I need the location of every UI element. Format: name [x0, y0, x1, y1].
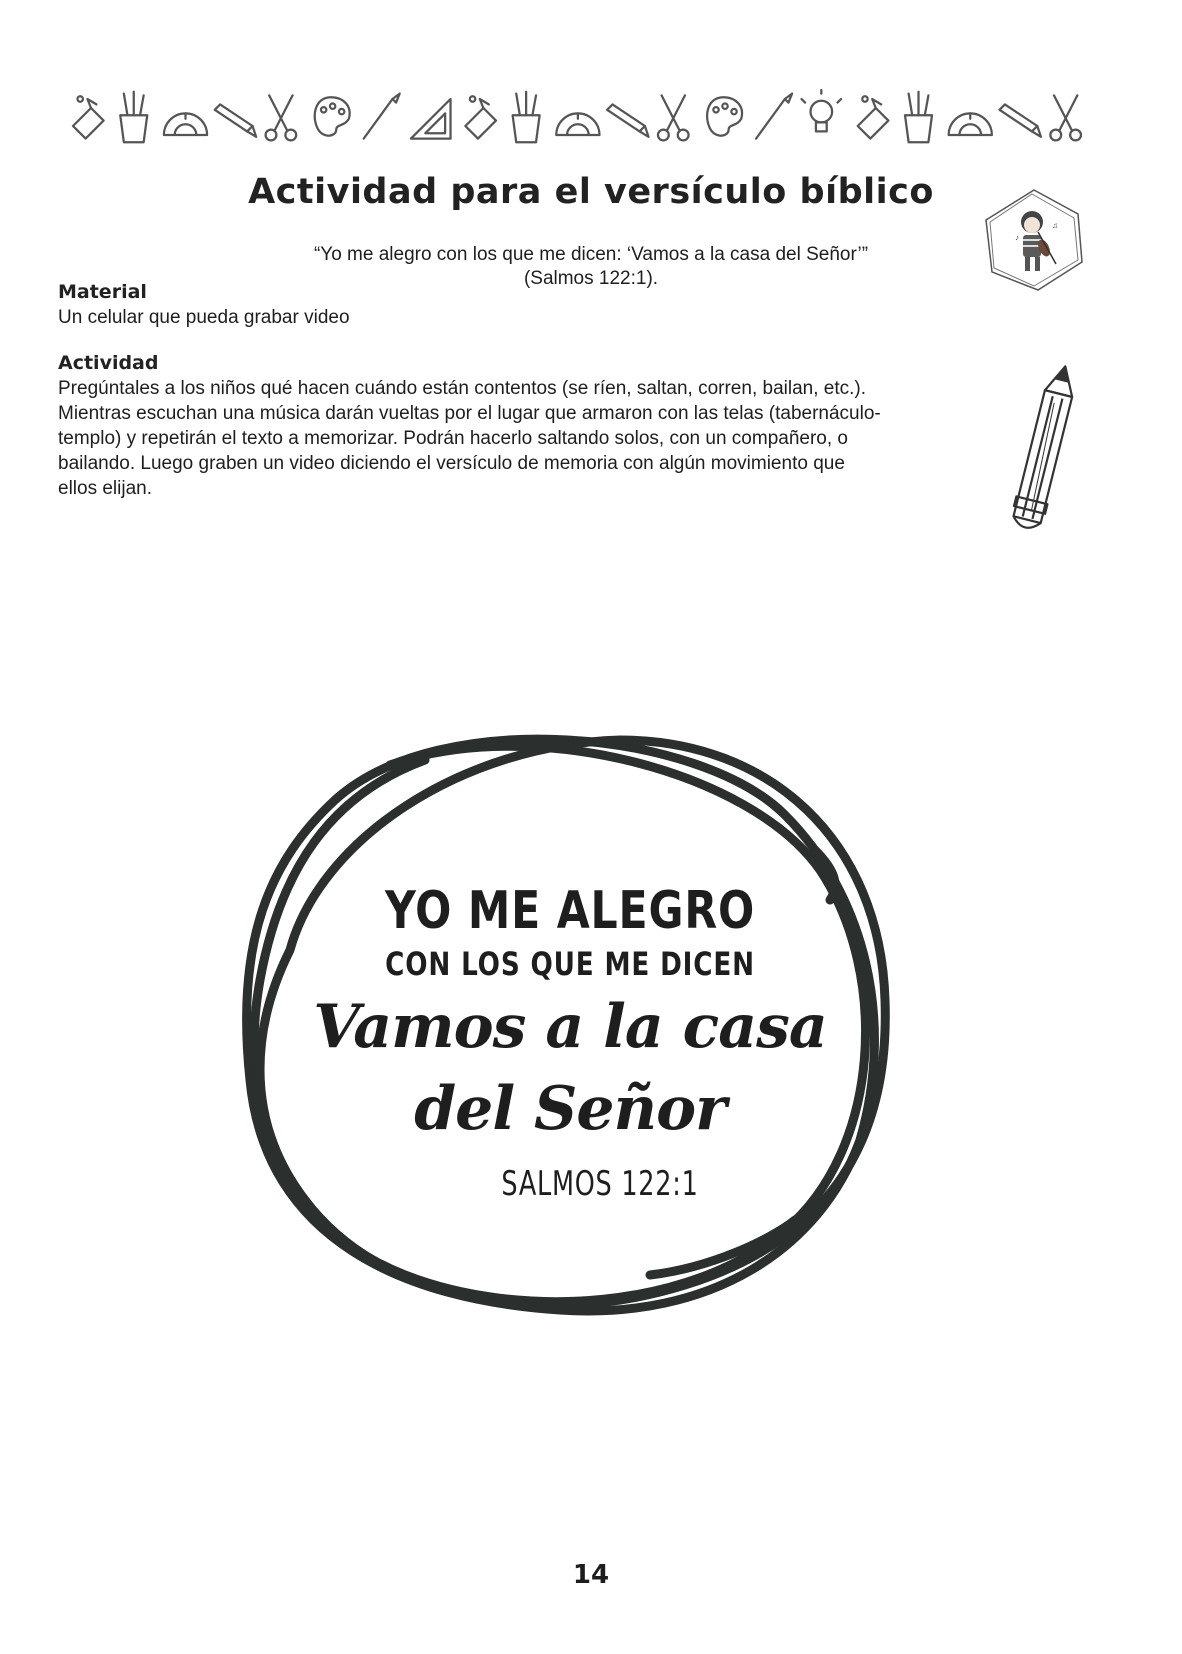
- verse-card-line1: YO ME ALEGRO: [384, 881, 756, 941]
- page-title: Actividad para el versículo bíblico: [248, 172, 934, 212]
- set-square-icon: [411, 99, 451, 139]
- activity-line: ellos elijan.: [58, 478, 152, 499]
- school-supplies-border: [62, 86, 1092, 148]
- verse-card-line2: CON LOS QUE ME DICEN: [385, 945, 755, 983]
- pencil-icon: [1000, 362, 1090, 542]
- brush-cup-icon: [905, 92, 932, 142]
- pencil-icon: [607, 104, 648, 136]
- page-number: 14: [572, 1560, 610, 1590]
- palette-icon: [315, 97, 350, 135]
- brush-cup-icon: [513, 92, 540, 142]
- protractor-icon: [556, 113, 599, 135]
- svg-text:♪: ♪: [1015, 233, 1019, 242]
- material-text: Un celular que pueda grabar video: [58, 307, 350, 328]
- verse-card-reference: SALMOS 122:1: [501, 1164, 699, 1204]
- verse-card: [300, 880, 840, 1204]
- verse-quote-text: “Yo me alegro con los que me dicen: ‘Vamos a la casa del Señor’”: [313, 244, 869, 265]
- scissors-icon: [1050, 95, 1081, 140]
- activity-line: templo) y repetirán el texto a memorizar. Podrán hacerlo saltando solos, con un compañero, o: [58, 428, 848, 449]
- paintbrush-icon: [756, 94, 792, 139]
- brush-cup-icon: [120, 92, 147, 142]
- verse-card-script-line2: del Señor: [414, 1074, 726, 1144]
- glue-icon: [73, 96, 104, 138]
- activity-line: bailando. Luego graben un video diciendo el versículo de memoria con algún movimiento que: [58, 453, 845, 474]
- verse-reference: (Salmos 122:1).: [523, 268, 659, 289]
- pencil-icon: [1000, 104, 1041, 136]
- lightbulb-icon: [802, 90, 842, 131]
- activity-heading: Actividad: [58, 352, 159, 374]
- paintbrush-icon: [364, 94, 400, 139]
- protractor-icon: [164, 113, 207, 135]
- palette-icon: [707, 97, 742, 135]
- activity-line: Mientras escuchan una música darán vueltas por el lugar que armaron con las telas (tabernáculo-: [58, 403, 881, 424]
- pencil-icon: [215, 104, 256, 136]
- verse-card-script-line1: Vamos a la casa: [313, 992, 827, 1062]
- material-heading: Material: [58, 281, 147, 303]
- scissors-icon: [658, 95, 689, 140]
- glue-icon: [858, 96, 889, 138]
- glue-icon: [465, 96, 496, 138]
- activity-text: [58, 376, 998, 501]
- scissors-icon: [266, 95, 297, 140]
- svg-text:♫: ♫: [1052, 221, 1058, 230]
- activity-line: Pregúntales a los niños qué hacen cuándo están contentos (se ríen, saltan, corren, bailan, etc.).: [58, 378, 867, 399]
- verse-quote: [0, 243, 1182, 291]
- protractor-icon: [949, 113, 992, 135]
